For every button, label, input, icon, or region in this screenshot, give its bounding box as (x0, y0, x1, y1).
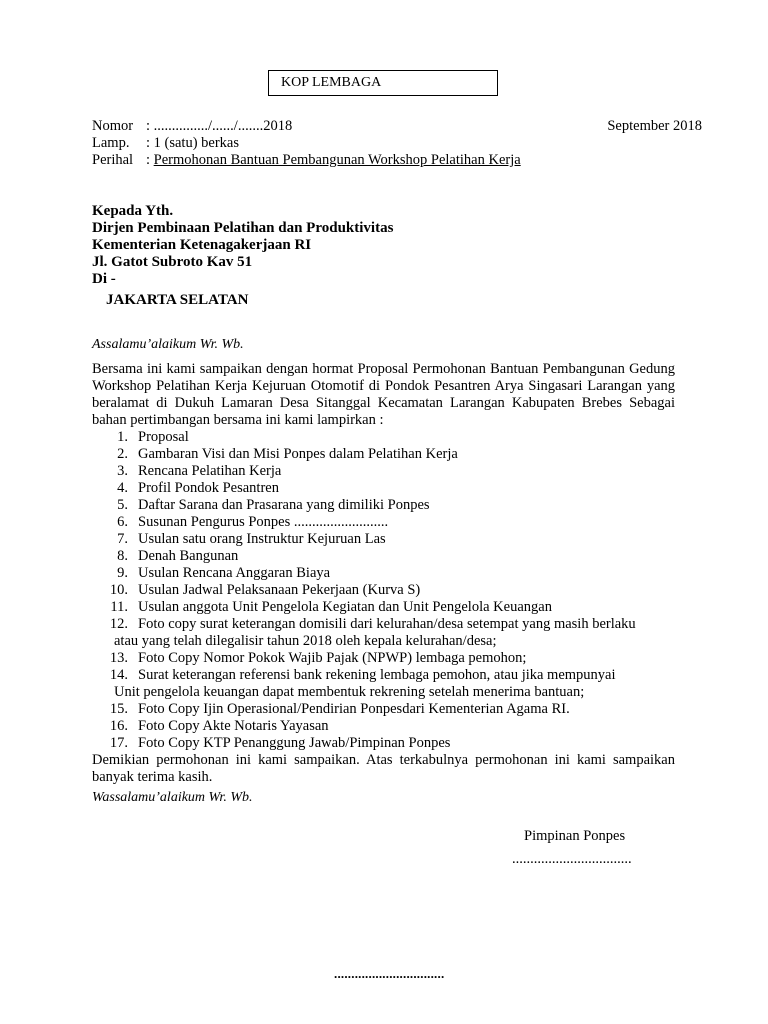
address-city: JAKARTA SELATAN (106, 292, 249, 308)
list-item (92, 599, 675, 616)
list-item (92, 735, 675, 752)
letter-meta (92, 118, 702, 169)
letter-date: September 2018 (607, 118, 702, 134)
nomor-value: : .............../....../.......2018 (146, 118, 293, 134)
attachment-list (92, 429, 675, 752)
list-item (92, 514, 675, 531)
signature-title: Pimpinan Ponpes (524, 828, 626, 844)
closing-paragraph: Demikian permohonan ini kami sampaikan. Atas terkabulnya permohonan ini kami sampaikan banyak terima kasih. (92, 752, 675, 785)
farewell: Wassalamu’alaikum Wr. Wb. (92, 790, 253, 805)
list-item-number: 17. (109, 735, 128, 751)
list-item-text: Usulan Rencana Anggaran Biaya (138, 565, 331, 581)
list-item-number: 9. (117, 565, 128, 581)
lamp-row (92, 135, 702, 152)
list-item-text: Foto Copy KTP Penanggung Jawab/Pimpinan Ponpes (138, 735, 451, 751)
list-item-text: Usulan Jadwal Pelaksanaan Pekerjaan (Kurva S) (138, 582, 421, 598)
list-item-number: 5. (117, 497, 128, 513)
address-line-3: Kementerian Ketenagakerjaan RI (92, 237, 312, 253)
list-item-text: Usulan anggota Unit Pengelola Kegiatan dan Unit Pengelola Keuangan (138, 599, 552, 615)
nomor-row (92, 118, 702, 135)
lamp-label: Lamp. (92, 135, 130, 151)
greeting: Assalamu’alaikum Wr. Wb. (92, 337, 244, 352)
list-item-number: 12. (109, 616, 128, 632)
list-item-text: Denah Bangunan (138, 548, 239, 564)
perihal-label: Perihal (92, 152, 134, 168)
list-item-number: 15. (109, 701, 128, 717)
list-item-text: Profil Pondok Pesantren (138, 480, 279, 496)
address-line-1: Kepada Yth. (92, 203, 174, 219)
list-item-text: Surat keterangan referensi bank rekening lembaga pemohon, atau jika mempunyai (138, 667, 616, 683)
list-item-continuation: atau yang telah dilegalisir tahun 2018 oleh kepala kelurahan/desa; (114, 633, 497, 649)
list-item (92, 548, 675, 565)
list-item (92, 497, 675, 514)
list-item (92, 446, 675, 463)
signature-name-placeholder: ................................. (512, 851, 632, 867)
list-item-number: 14. (109, 667, 128, 683)
perihal-value: Permohonan Bantuan Pembangunan Workshop Pelatihan Kerja (153, 152, 521, 168)
list-item-text: Gambaran Visi dan Misi Ponpes dalam Pelatihan Kerja (138, 446, 458, 462)
list-item (92, 429, 675, 446)
list-item-number: 8. (117, 548, 128, 564)
list-item-text: Proposal (138, 429, 189, 445)
nomor-label: Nomor (92, 118, 134, 134)
list-item (92, 531, 675, 548)
perihal-colon: : (146, 152, 154, 168)
intro-paragraph: Bersama ini kami sampaikan dengan hormat Proposal Permohonan Bantuan Pembangunan Gedung Workshop Pelatihan Kerja Kejuruan Otomotif di Pondok Pesantren Arya Singasari Larangan yang beralamat di Dukuh Lamaran Desa Sitanggal Kecamatan Larangan Kabupaten Brebes Sebagai bahan pertimbangan bersama ini kami lampirkan : (92, 361, 675, 428)
list-item-text: Rencana Pelatihan Kerja (138, 463, 282, 479)
perihal-row (92, 152, 702, 169)
letterhead-box: KOP LEMBAGA (268, 70, 498, 96)
list-item (92, 463, 675, 480)
recipient-address (92, 203, 393, 309)
list-item (92, 582, 675, 599)
list-item (92, 718, 675, 735)
signature-block (512, 828, 644, 868)
list-item-number: 16. (109, 718, 128, 734)
list-item (92, 667, 675, 701)
list-item-text: Daftar Sarana dan Prasarana yang dimiliki Ponpes (138, 497, 430, 513)
list-item-number: 2. (117, 446, 128, 462)
footer-name-placeholder: ................................ (334, 966, 445, 981)
list-item-text: Foto Copy Nomor Pokok Wajib Pajak (NPWP) lembaga pemohon; (138, 650, 527, 666)
list-item-text: Susunan Pengurus Ponpes .......................... (138, 514, 389, 530)
list-item-text: Foto copy surat keterangan domisili dari kelurahan/desa setempat yang masih berlaku (138, 616, 636, 632)
list-item-number: 3. (117, 463, 128, 479)
list-item-text: Foto Copy Ijin Operasional/Pendirian Ponpesdari Kementerian Agama RI. (138, 701, 570, 717)
list-item (92, 650, 675, 667)
address-line-2: Dirjen Pembinaan Pelatihan dan Produktivitas (92, 220, 394, 236)
list-item (92, 480, 675, 497)
lamp-value: : 1 (satu) berkas (146, 135, 240, 151)
list-item (92, 701, 675, 718)
list-item (92, 616, 675, 650)
list-item-number: 13. (109, 650, 128, 666)
list-item-number: 11. (110, 599, 128, 615)
list-item-continuation: Unit pengelola keuangan dapat membentuk rekrening setelah menerima bantuan; (114, 684, 585, 700)
list-item-number: 10. (109, 582, 128, 598)
list-item-text: Usulan satu orang Instruktur Kejuruan Las (138, 531, 386, 547)
list-item-text: Foto Copy Akte Notaris Yayasan (138, 718, 329, 734)
list-item (92, 565, 675, 582)
list-item-number: 1. (117, 429, 128, 445)
list-item-number: 4. (117, 480, 128, 496)
list-item-number: 7. (117, 531, 128, 547)
address-line-5: Di - (92, 271, 116, 287)
letter-body (92, 361, 675, 786)
address-line-4: Jl. Gatot Subroto Kav 51 (92, 254, 253, 270)
list-item-number: 6. (117, 514, 128, 530)
